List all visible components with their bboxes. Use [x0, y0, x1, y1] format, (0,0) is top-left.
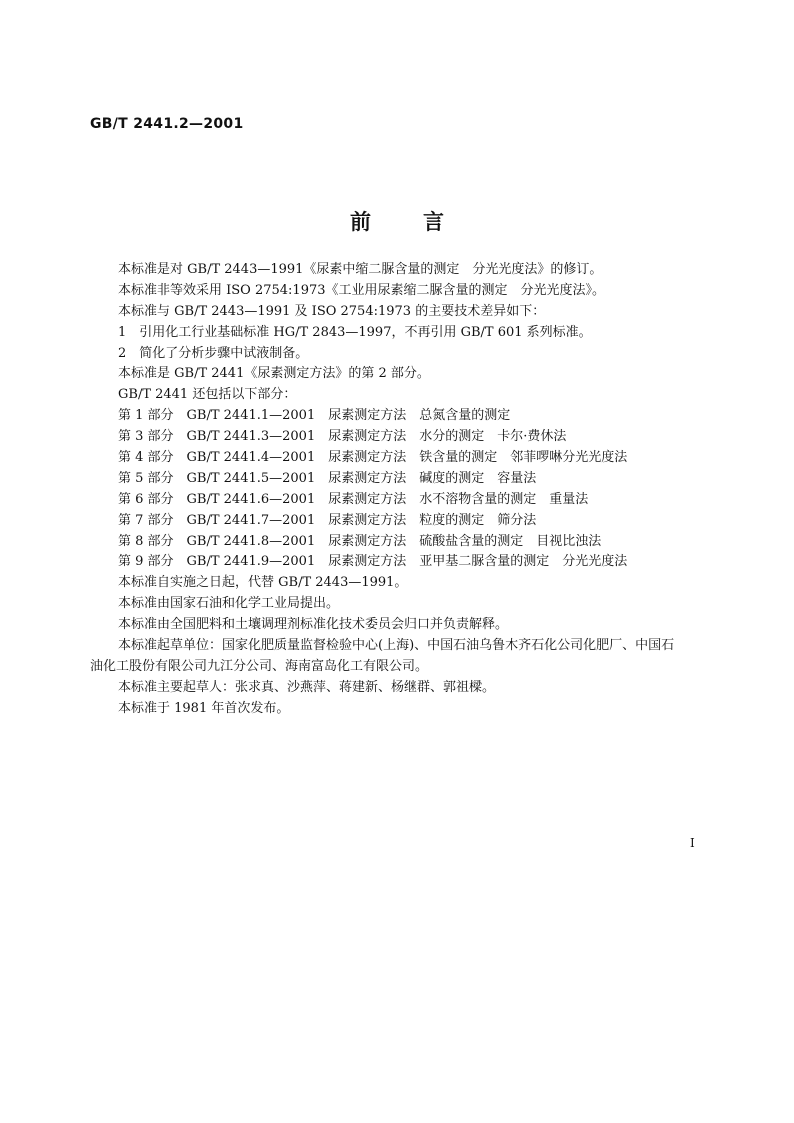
paragraph-revision-note: 本标准是对 GB/T 2443—1991《尿素中缩二脲含量的测定 分光光度法》的修订。: [118, 262, 603, 277]
paragraph-proposer: 本标准由国家石油和化学工业局提出。: [118, 596, 340, 612]
page-title: 前言: [350, 209, 496, 234]
standard-code-header: GB/T 2441.2—2001: [90, 116, 244, 132]
parts-list-item: 第 6 部分 GB/T 2441.6—2001 尿素测定方法 水不溶物含量的测定 重量法: [118, 491, 589, 507]
paragraph-parts-intro: GB/T 2441 还包括以下部分：: [118, 387, 297, 403]
parts-list-item: 第 4 部分 GB/T 2441.4—2001 尿素测定方法 铁含量的测定 邻菲啰啉分光光度法: [118, 450, 628, 466]
paragraph-part-statement: 本标准是 GB/T 2441《尿素测定方法》的第 2 部分。: [118, 366, 430, 382]
paragraph-drafting-units: 本标准起草单位：国家化肥质量监督检验中心(上海)、中国石油乌鲁木齐石化公司化肥厂、中国石: [118, 638, 675, 654]
parts-list-item: 第 8 部分 GB/T 2441.8—2001 尿素测定方法 硫酸盐含量的测定 目视比浊法: [118, 533, 602, 549]
parts-list-item: 第 7 部分 GB/T 2441.7—2001 尿素测定方法 粒度的测定 筛分法: [118, 512, 537, 528]
page-number: I: [690, 836, 695, 850]
paragraph-drafters: 本标准主要起草人：张求真、沙燕萍、蒋建新、杨继群、郭祖樑。: [118, 679, 496, 695]
parts-list-item: 第 9 部分 GB/T 2441.9—2001 尿素测定方法 亚甲基二脲含量的测定 分光光度法: [118, 554, 628, 570]
parts-list: [90, 406, 708, 573]
parts-list-item: 第 3 部分 GB/T 2441.3—2001 尿素测定方法 水分的测定 卡尔·费休法: [118, 429, 567, 445]
parts-list-item: 第 5 部分 GB/T 2441.5—2001 尿素测定方法 碱度的测定 容量法: [118, 470, 537, 486]
parts-list-item: 第 1 部分 GB/T 2441.1—2001 尿素测定方法 总氮含量的测定: [118, 408, 511, 424]
difference-item-1: 1 引用化工行业基础标准 HG/T 2843—1997，不再引用 GB/T 601 系列标准。: [118, 324, 592, 340]
paragraph-replacement: 本标准自实施之日起，代替 GB/T 2443—1991。: [118, 575, 408, 591]
paragraph-first-published: 本标准于 1981 年首次发布。: [118, 700, 290, 716]
paragraph-responsible-committee: 本标准由全国肥料和土壤调理剂标准化技术委员会归口并负责解释。: [118, 617, 509, 633]
paragraph-differences-intro: 本标准与 GB/T 2443—1991 及 ISO 2754:1973 的主要技术差异如下：: [118, 303, 546, 319]
difference-item-2: 2 简化了分析步骤中试液制备。: [118, 345, 309, 361]
document-body: [90, 260, 708, 720]
paragraph-iso-adoption: 本标准非等效采用 ISO 2754:1973《工业用尿素缩二脲含量的测定 分光光度法》。: [118, 282, 606, 298]
paragraph-drafting-units-continued: 油化工股份有限公司九江分公司、海南富岛化工有限公司。: [90, 658, 429, 674]
